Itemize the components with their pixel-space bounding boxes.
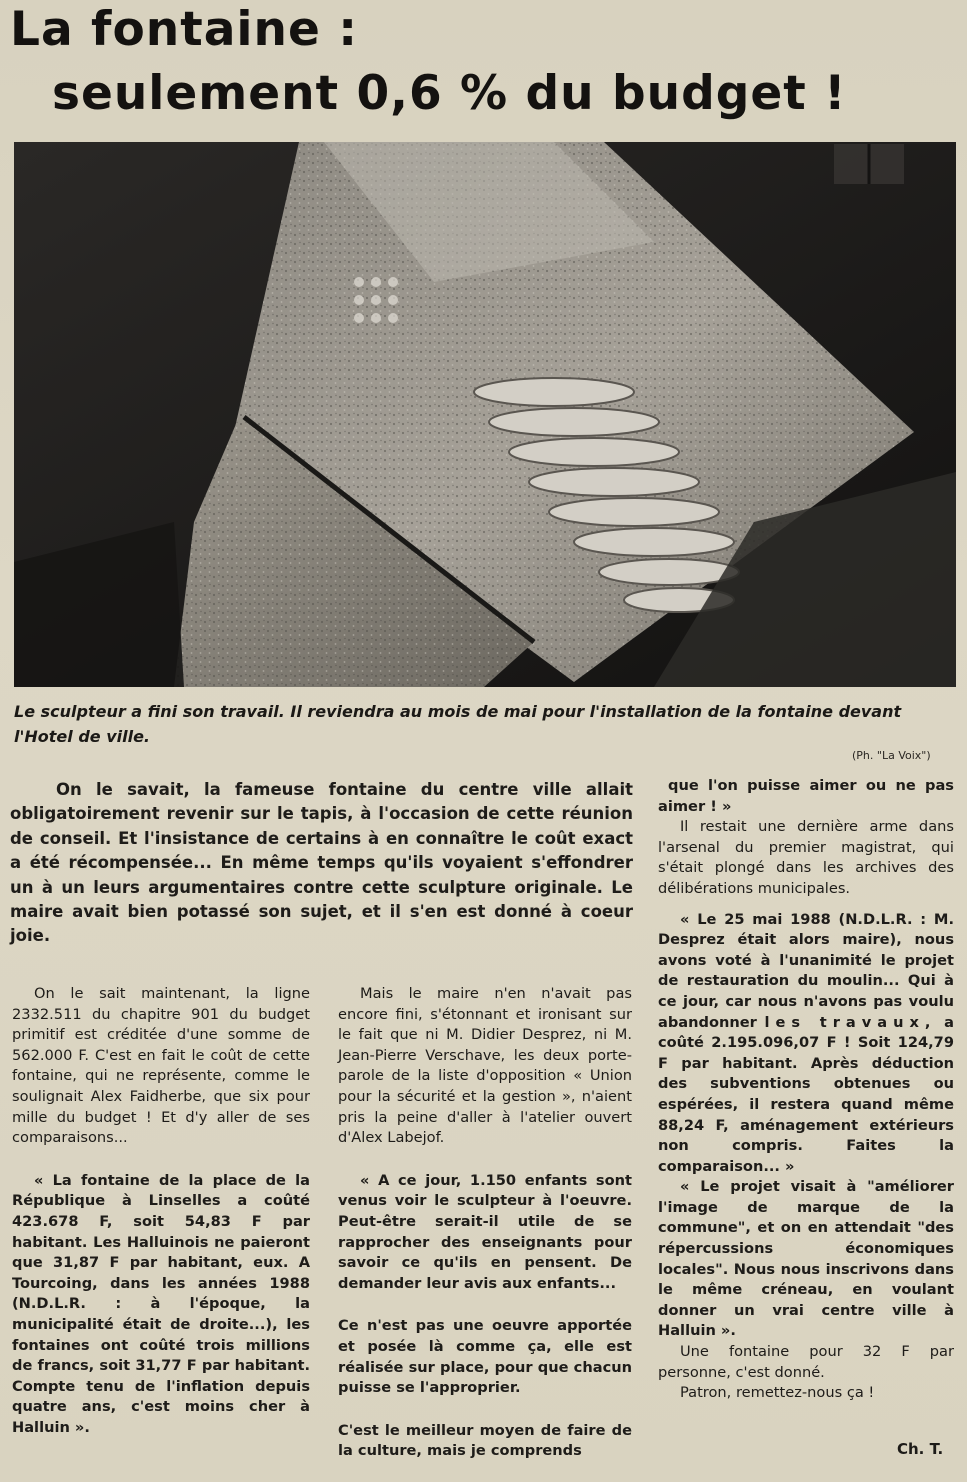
col3-paragraph-5: Une fontaine pour 32 F par personne, c'est donné. [658,1343,954,1381]
col2-paragraph-4: C'est le meilleur moyen de faire de la culture, mais je comprends [338,1421,632,1460]
col2-paragraph-1: Mais le maire n'en n'avait pas encore fini, s'étonnant et ironisant sur le fait que ni M. Didier Desprez, ni M. Jean-Pierre Verschave, les deux porte-parole de la liste d'opposition « Union pour la sécurité et la gestion », n'aient pris la peine d'aller à l'atelier ouvert d'Alex Labejof. [338,985,632,1147]
col3-paragraph-2: Il restait une dernière arme dans l'arsenal du premier magistrat, qui s'était plongé dans les archives des délibérations municipales. [658,818,954,897]
col3-paragraph-4: « Le projet visait à "améliorer l'image de marque de la commune", et on en attendait "des répercussions économiques locales". Nous nous inscrivons dans le même créneau, en voulant donner un vrai centre ville à Halluin ». [658,1178,954,1340]
photo-credit: (Ph. "La Voix") [852,749,931,762]
col3-paragraph-3 [658,910,954,1178]
author-signature: Ch. T. [897,1440,944,1458]
col3-paragraph-3b: les travaux, [764,1013,937,1031]
sculpture-photo [14,142,956,687]
headline-line-1: La fontaine : [10,2,359,57]
col3-paragraph-1: que l'on puisse aimer ou ne pas aimer ! » [658,777,954,815]
headline-line-2: seulement 0,6 % du budget ! [52,66,847,121]
intro-paragraph [10,778,633,949]
photo-caption: Le sculpteur a fini son travail. Il reviendra au mois de mai pour l'installation de la fontaine devant l'Hotel de ville. [14,702,902,746]
column-2 [338,984,632,1462]
col3-paragraph-6: Patron, remettez-nous ça ! [680,1384,875,1402]
col2-paragraph-2: « A ce jour, 1.150 enfants sont venus voir le sculpteur à l'oeuvre. Peut-être serait-il utile de se rapprocher des enseignants pour savoir ce qu'ils en pensent. De demander leur avis aux enfants... [338,1171,632,1292]
col1-paragraph-2: « La fontaine de la place de la République à Linselles a coûté 423.678 F, soit 54,83 F par habitant. Les Halluinois ne paieront que 31,87 F par habitant, eux. A Tourcoing, dans les années 1988 (N.D.L.R. : à l'époque, la municipalité était de droite...), les fontaines ont coûté trois millions de francs, soit 31,77 F par habitant. Compte tenu de l'inflation depuis quatre ans, c'est moins cher à Halluin ». [12,1171,310,1436]
col3-paragraph-3a: « Le 25 mai 1988 (N.D.L.R. : M. Desprez était alors maire), nous avons voté à l'unanimité le projet de restauration du moulin... Qui à ce jour, car nous n'avons pas voulu abandonner [658,910,954,1031]
col1-paragraph-1: On le sait maintenant, la ligne 2332.511 du chapitre 901 du budget primitif est créditée d'une somme de 562.000 F. C'est en fait le coût de cette fontaine, qui ne représente, comme le soulignait Alex Faidherbe, que six pour mille du budget ! Et d'y aller de ses comparaisons... [12,985,310,1147]
col3-paragraph-3c: a coûté 2.195.096,07 F ! Soit 124,79 F par habitant. Après déduction des subventions obtenues ou espérées, il restera quand même 88,24 F, aménagement extérieurs non compris. Faites la comparaison... » [658,1013,954,1175]
intro-text: On le savait, la fameuse fontaine du centre ville allait obligatoirement revenir sur le tapis, à l'occasion de cette réunion de conseil. Et l'insistance de certains à en connaître le coût exact a été récompensée... En même temps qu'ils voyaient s'effondrer un à un leurs argumentaires contre cette sculpture originale. Le maire avait bien potassé son sujet, et il s'en est donné à coeur joie. [10,780,633,946]
column-3 [658,776,954,1404]
column-1 [12,984,310,1438]
col2-paragraph-3: Ce n'est pas une oeuvre apportée et posée là comme ça, elle est réalisée sur place, pour que chacun puisse se l'approprier. [338,1317,632,1397]
